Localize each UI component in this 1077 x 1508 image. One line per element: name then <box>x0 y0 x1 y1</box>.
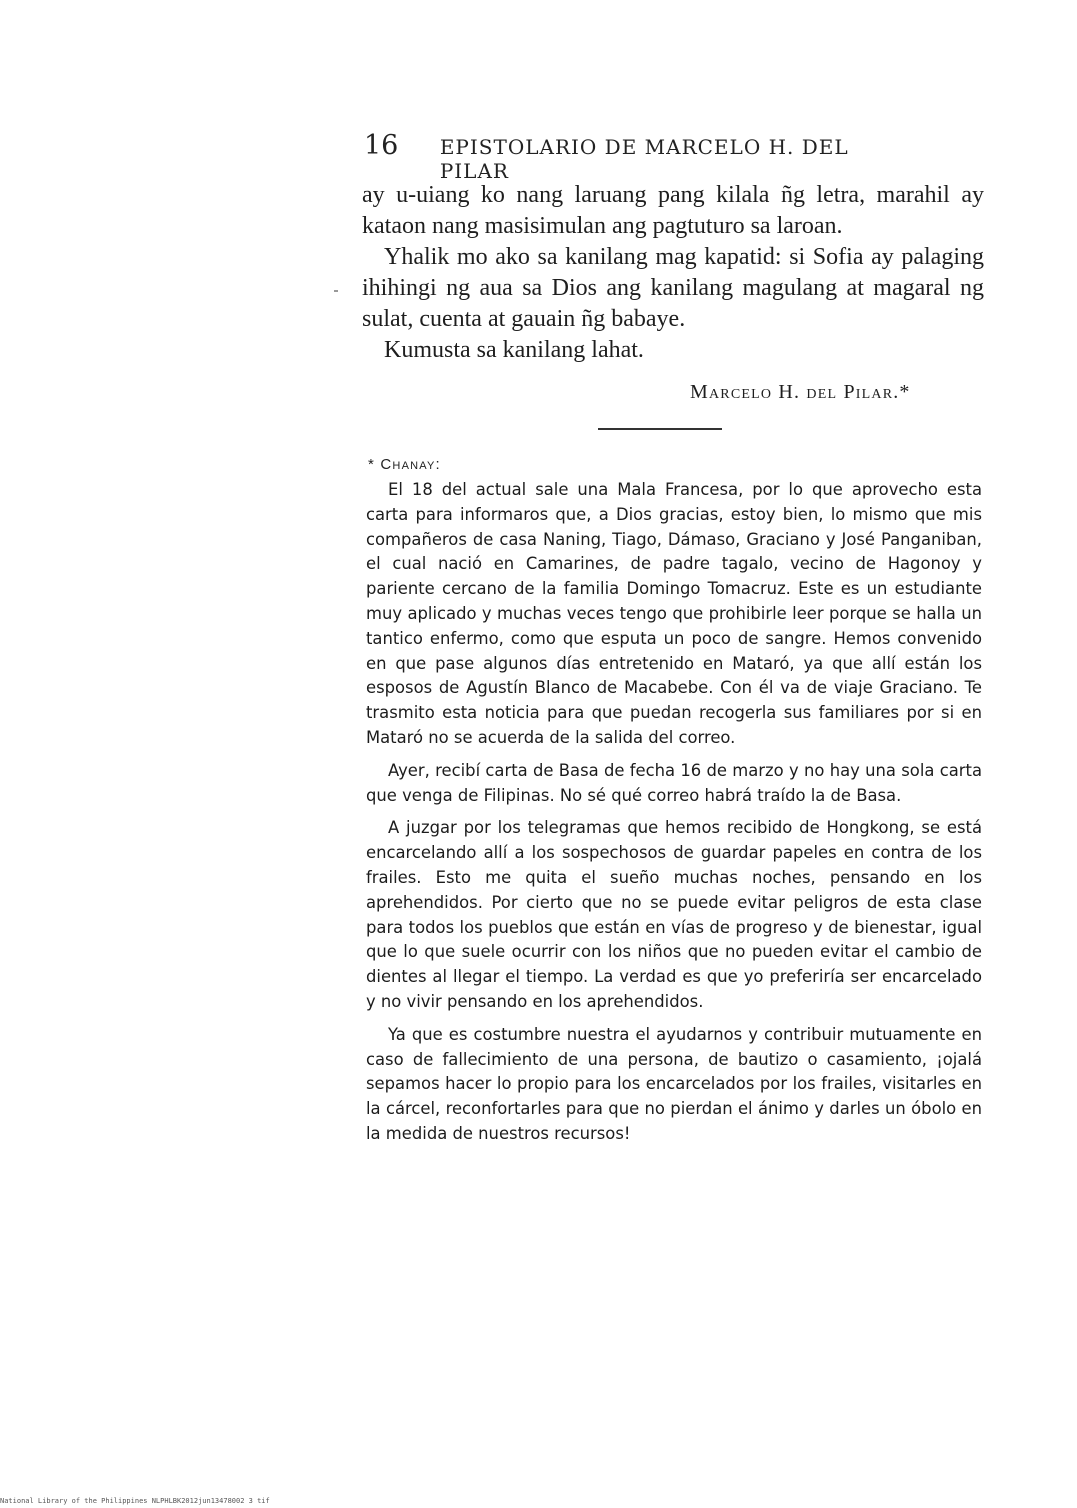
page-header <box>364 130 924 183</box>
archive-footer: National Library of the Philippines NLPHLBK2012jun13478002 3 tif <box>0 1497 270 1505</box>
footnote-body <box>366 478 982 1155</box>
letter-paragraph: Yhalik mo ako sa kanilang mag kapatid: si Sofia ay palaging ihihingi ng aua sa Dios ang kanilang magulang at magaral ng sulat, cuenta at gauain ñg babaye. <box>362 244 984 332</box>
letter-paragraph: ay u-uiang ko nang laruang pang kilala ñg letra, marahil ay kataon nang masisimulan ang pagtuturo sa laroan. <box>362 182 984 239</box>
footnote-label: * Chanay: <box>368 456 441 473</box>
letter-body <box>362 180 984 366</box>
footnote-paragraph: A juzgar por los telegramas que hemos recibido de Hongkong, se está encarcelando allí a los sospechosos de guardar papeles en contra de los frailes. Esto me quita el sueño muchas noches, pensando en los aprehendidos. Por cierto que no se puede evitar peligros de esta clase para todos los pueblos que están en vías de progreso y de bienestar, igual que lo que suele ocurrir con los niños que no pueden evitar el cambio de dientes al llegar el tiempo. La verdad es que yo preferiría ser encarcelado y no vivir pensando en los aprehendidos. <box>366 818 982 1011</box>
letter-signature: Marcelo H. del Pilar.* <box>690 381 911 403</box>
footnote-paragraph: Ayer, recibí carta de Basa de fecha 16 de marzo y no hay una sola carta que venga de Filipinas. No sé qué correo habrá traído la de Basa. <box>366 760 982 805</box>
margin-mark <box>334 290 338 292</box>
running-title: EPISTOLARIO DE MARCELO H. DEL PILAR <box>439 135 849 183</box>
section-divider <box>598 428 722 430</box>
footnote-paragraph: El 18 del actual sale una Mala Francesa, por lo que aprovecho esta carta para informaros que, a Dios gracias, estoy bien, lo mismo que mis compañeros de casa Naning, Tiago, Dámaso, Graciano y José Panganiban, el cual nació en Camarines, de padre tagalo, vecino de Hagonoy y pariente cercano de la familia Domingo Tomacruz. Este es un estudiante muy aplicado y muchas veces tengo que prohibirle leer porque se halla un tantico enfermo, como que esputa un poco de sangre. Hemos convenido en que pase algunos días entretenido en Mataró, ya que allí están los esposos de Agustín Blanco de Macabebe. Con él va de viaje Graciano. Te trasmito esta noticia para que puedan recogerla sus familiares por si en Mataró no se acuerda de la salida del correo. <box>366 480 982 747</box>
letter-paragraph: Kumusta sa kanilang lahat. <box>384 337 644 363</box>
footnote-paragraph: Ya que es costumbre nuestra el ayudarnos y contribuir mutuamente en caso de fallecimiento de una persona, de bautizo o casamiento, ¡ojalá sepamos hacer lo propio para los encarcelados por los frailes, visitarles en la cárcel, reconfortarles para que no pierdan el ánimo y darles un óbolo en la medida de nuestros recursos! <box>366 1024 982 1143</box>
page-number: 16 <box>364 130 399 161</box>
